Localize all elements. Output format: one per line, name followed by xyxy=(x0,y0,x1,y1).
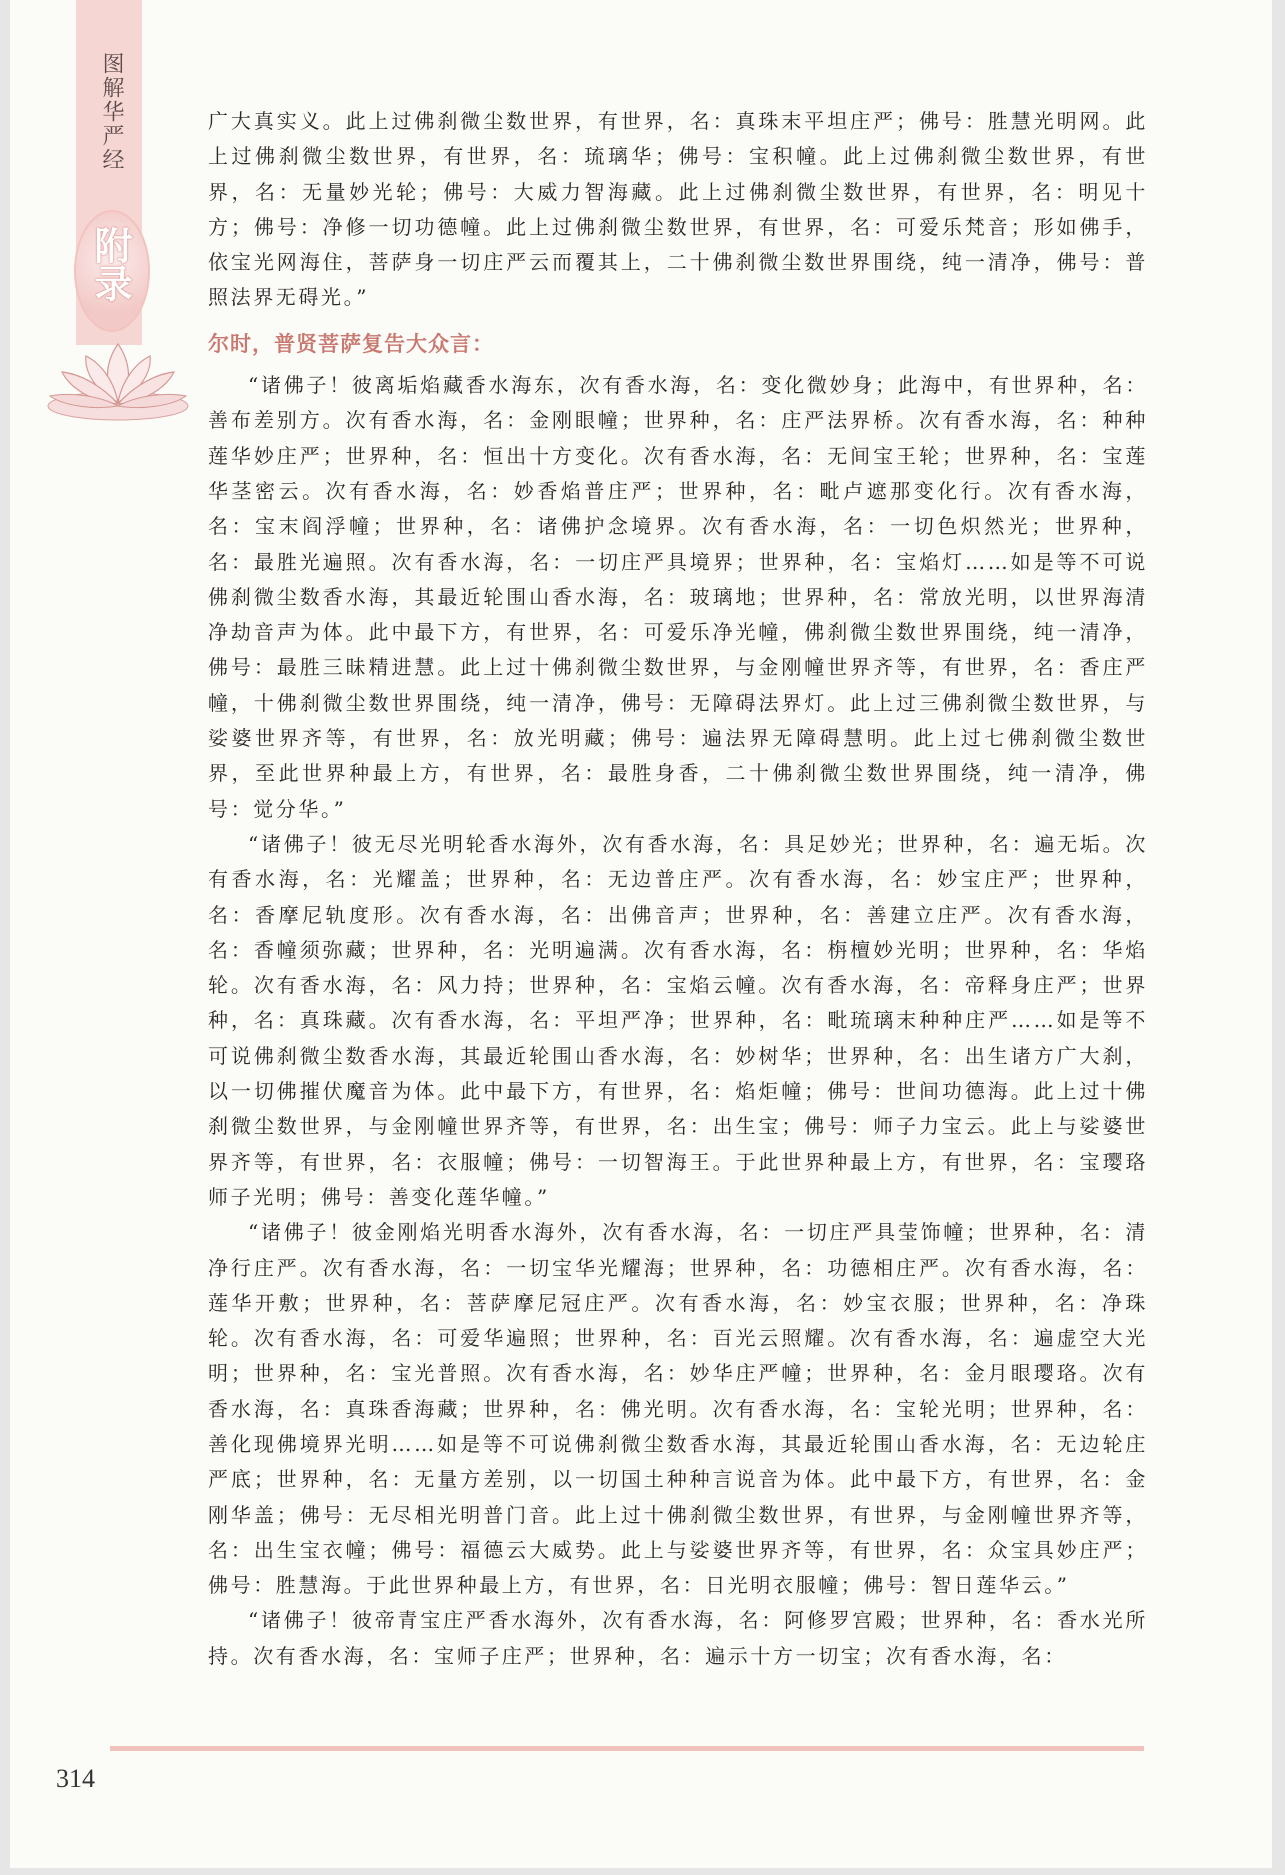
lotus-icon xyxy=(44,334,192,424)
section-heading: 尔时，普贤菩萨复告大众言： xyxy=(208,331,494,356)
book-title: 图解华严经 xyxy=(99,52,124,172)
body-text xyxy=(208,104,1148,1674)
paragraph-intro: 广大真实义。此上过佛刹微尘数世界，有世界，名：真珠末平坦庄严；佛号：胜慧光明网。此上过佛刹微尘数世界，有世界，名：琉璃华；佛号：宝积幢。此上过佛刹微尘数世界，有世界，名：无量妙光轮；佛号：大威力智海藏。此上过佛刹微尘数世界，有世界，名：明见十方；佛号：净修一切功德幢。此上过佛刹微尘数世界，有世界，名：可爱乐梵音；形如佛手，依宝光网海住，菩萨身一切庄严云而覆其上，二十佛刹微尘数世界围绕，纯一清净，佛号：普照法界无碍光。” xyxy=(208,109,1148,310)
footer-rule xyxy=(110,1746,1144,1751)
paragraph-2: “诸佛子！彼无尽光明轮香水海外，次有香水海，名：具足妙光；世界种，名：遍无垢。次有香水海，名：光耀盖；世界种，名：无边普庄严。次有香水海，名：妙宝庄严；世界种，名：香摩尼轨度形。次有香水海，名：出佛音声；世界种，名：善建立庄严。次有香水海，名：香幢须弥藏；世界种，名：光明遍满。次有香水海，名：栴檀妙光明；世界种，名：华焰轮。次有香水海，名：风力持；世界种，名：宝焰云幢。次有香水海，名：帝释身庄严；世界种，名：真珠藏。次有香水海，名：平坦严净；世界种，名：毗琉璃末种种庄严……如是等不可说佛刹微尘数香水海，其最近轮围山香水海，名：妙树华；世界种，名：出生诸方广大刹，以一切佛摧伏魔音为体。此中最下方，有世界，名：焰炬幢；佛号：世间功德海。此上过十佛刹微尘数世界，与金刚幢世界齐等，有世界，名：出生宝；佛号：师子力宝云。此上与娑婆世界齐等，有世界，名：衣服幢；佛号：一切智海王。于此世界种最上方，有世界，名：宝璎珞师子光明；佛号：善变化莲华幢。” xyxy=(208,831,1148,1209)
book-page xyxy=(10,0,1272,1868)
paragraph-4: “诸佛子！彼帝青宝庄严香水海外，次有香水海，名：阿修罗宫殿；世界种，名：香水光所持。次有香水海，名：宝师子庄严；世界种，名：遍示十方一切宝；次有香水海，名： xyxy=(208,1608,1148,1668)
page-number: 314 xyxy=(56,1764,95,1793)
paragraph-3: “诸佛子！彼金刚焰光明香水海外，次有香水海，名：一切庄严具莹饰幢；世界种，名：清净行庄严。次有香水海，名：一切宝华光耀海；世界种，名：功德相庄严。次有香水海，名：莲华开敷；世界种，名：菩萨摩尼冠庄严。次有香水海，名：妙宝衣服；世界种，名：净珠轮。次有香水海，名：可爱华遍照；世界种，名：百光云照耀。次有香水海，名：遍虚空大光明；世界种，名：宝光普照。次有香水海，名：妙华庄严幢；世界种，名：金月眼璎珞。次有香水海，名：真珠香海藏；世界种，名：佛光明。次有香水海，名：宝轮光明；世界种，名：善化现佛境界光明……如是等不可说佛刹微尘数香水海，其最近轮围山香水海，名：无边轮庄严底；世界种，名：无量方差别，以一切国土种种言说音为体。此中最下方，有世界，名：金刚华盖；佛号：无尽相光明普门音。此上过十佛刹微尘数世界，有世界，与金刚幢世界齐等，名：出生宝衣幢；佛号：福德云大威势。此上与娑婆世界齐等，有世界，名：众宝具妙庄严；佛号：胜慧海。于此世界种最上方，有世界，名：日光明衣服幢；佛号：智日莲华云。” xyxy=(208,1220,1148,1598)
appendix-label: 附录 xyxy=(88,226,133,302)
paragraph-1: “诸佛子！彼离垢焰藏香水海东，次有香水海，名：变化微妙身；此海中，有世界种，名：善布差别方。次有香水海，名：金刚眼幢；世界种，名：庄严法界桥。次有香水海，名：种种莲华妙庄严；世界种，名：恒出十方变化。次有香水海，名：无间宝王轮；世界种，名：宝莲华茎密云。次有香水海，名：妙香焰普庄严；世界种，名：毗卢遮那变化行。次有香水海，名：宝末阎浮幢；世界种，名：诸佛护念境界。次有香水海，名：一切色炽然光；世界种，名：最胜光遍照。次有香水海，名：一切庄严具境界；世界种，名：宝焰灯……如是等不可说佛刹微尘数香水海，其最近轮围山香水海，名：玻璃地；世界种，名：常放光明，以世界海清净劫音声为体。此中最下方，有世界，名：可爱乐净光幢，佛刹微尘数世界围绕，纯一清净，佛号：最胜三昧精进慧。此上过十佛刹微尘数世界，与金刚幢世界齐等，有世界，名：香庄严幢，十佛刹微尘数世界围绕，纯一清净，佛号：无障碍法界灯。此上过三佛刹微尘数世界，与娑婆世界齐等，有世界，名：放光明藏；佛号：遍法界无障碍慧明。此上过七佛刹微尘数世界，至此世界种最上方，有世界，名：最胜身香，二十佛刹微尘数世界围绕，纯一清净，佛号：觉分华。” xyxy=(208,373,1148,821)
